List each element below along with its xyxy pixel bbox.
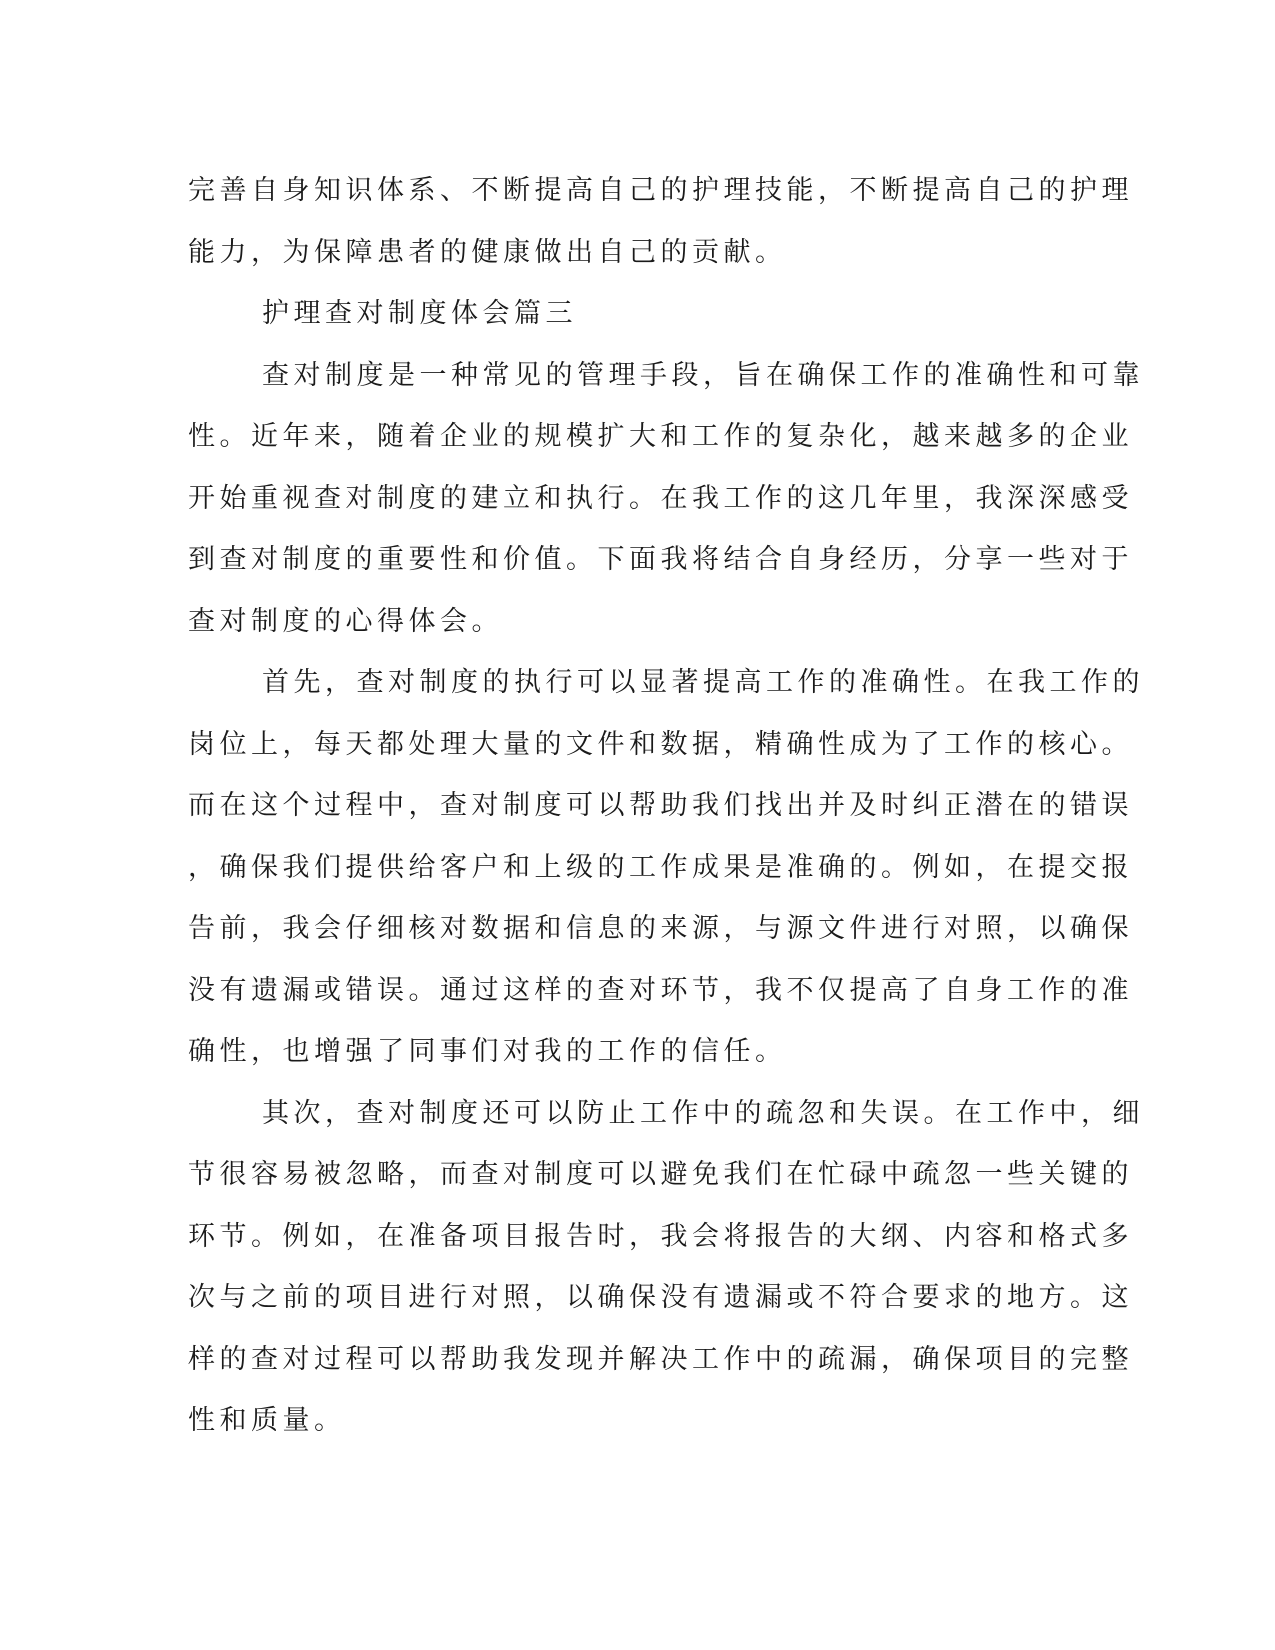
- text-line: 首先，查对制度的执行可以显著提高工作的准确性。在我工作的: [262, 667, 1144, 698]
- text-line: ，确保我们提供给客户和上级的工作成果是准确的。例如，在提交报: [188, 851, 1133, 883]
- text-line: 开始重视查对制度的建立和执行。在我工作的这几年里，我深深感受: [188, 482, 1133, 514]
- text-line: 而在这个过程中，查对制度可以帮助我们找出并及时纠正潜在的错误: [188, 790, 1133, 821]
- text-line: 性。近年来，随着企业的规模扩大和工作的复杂化，越来越多的企业: [188, 421, 1133, 452]
- text-line: 完善自身知识体系、不断提高自己的护理技能，不断提高自己的护理: [188, 175, 1133, 206]
- text-line: 节很容易被忽略，而查对制度可以避免我们在忙碌中疏忽一些关键的: [188, 1159, 1133, 1190]
- text-line: 环节。例如，在准备项目报告时，我会将报告的大纲、内容和格式多: [188, 1220, 1133, 1252]
- document-body: [188, 160, 1144, 1452]
- text-line: 确性，也增强了同事们对我的工作的信任。: [188, 1036, 787, 1067]
- text-line: 岗位上，每天都处理大量的文件和数据，精确性成为了工作的核心。: [188, 728, 1133, 760]
- text-line: 能力，为保障患者的健康做出自己的贡献。: [188, 236, 787, 268]
- text-line: 性和质量。: [188, 1405, 346, 1436]
- section-heading: 护理查对制度体会篇三: [262, 298, 577, 329]
- text-line: 告前，我会仔细核对数据和信息的来源，与源文件进行对照，以确保: [188, 913, 1133, 944]
- text-line: 查对制度的心得体会。: [188, 605, 503, 637]
- text-line: 次与之前的项目进行对照，以确保没有遗漏或不符合要求的地方。这: [188, 1282, 1133, 1313]
- text-line: 查对制度是一种常见的管理手段，旨在确保工作的准确性和可靠: [262, 359, 1144, 391]
- text-line: 到查对制度的重要性和价值。下面我将结合自身经历，分享一些对于: [188, 544, 1133, 575]
- text-line: 没有遗漏或错误。通过这样的查对环节，我不仅提高了自身工作的准: [188, 974, 1133, 1006]
- text-line: 其次，查对制度还可以防止工作中的疏忽和失误。在工作中，细: [262, 1097, 1144, 1129]
- text-line: 样的查对过程可以帮助我发现并解决工作中的疏漏，确保项目的完整: [188, 1343, 1133, 1375]
